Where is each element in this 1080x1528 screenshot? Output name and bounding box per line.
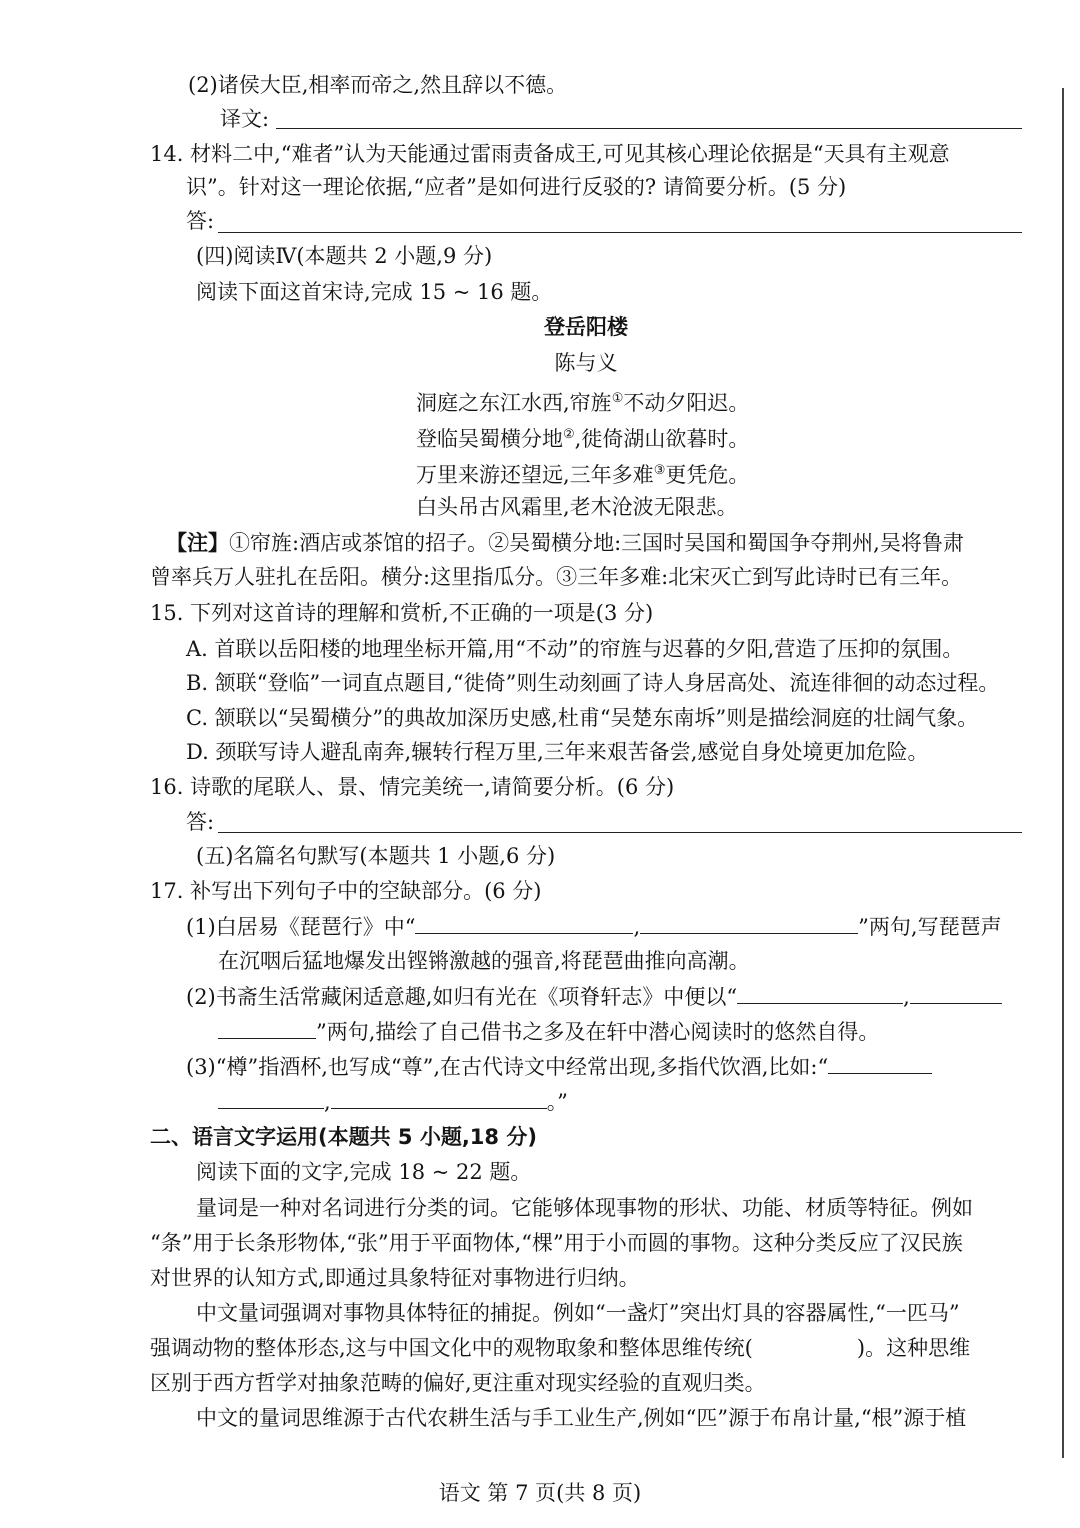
q14-stem-line1: 14. 材料二中,“难者”认为天能通过雷雨责备成王,可见其核心理论依据是“天具有主观意	[150, 142, 950, 166]
q17-item2	[186, 982, 1002, 1012]
part2-instruction: 阅读下面的文字,完成 18 ~ 22 题。	[196, 1160, 532, 1184]
poem-author: 陈与义	[554, 351, 618, 375]
translation-answer-line[interactable]	[276, 128, 1022, 129]
poem-line-3-text-b: 更凭危。	[665, 463, 750, 487]
q17-item2-blank2-part1[interactable]	[910, 983, 1002, 1004]
q17-item1-blank1[interactable]	[415, 913, 633, 934]
para2-line3: 区别于西方哲学对抽象范畴的偏好,更注重对现实经验的直观归类。	[150, 1371, 766, 1395]
q17-item3-comma: ,	[324, 1090, 331, 1114]
note-text-1: ①帘旌:酒店或茶馆的招子。②吴蜀横分地:三国时吴国和蜀国争夺荆州,吴将鲁肃	[229, 531, 964, 555]
poem-line-4: 白头吊古风霜里,老木沧波无限悲。	[416, 495, 738, 519]
footnote-mark-2: ②	[563, 427, 575, 442]
para3-line1: 中文的量词思维源于古代农耕生活与手工业生产,例如“匹”源于布帛计量,“根”源于植	[196, 1406, 967, 1430]
q17-item2-comma: ,	[903, 985, 910, 1009]
poem-line-3	[416, 456, 749, 490]
poem-notes-line2: 曾率兵万人驻扎在岳阳。横分:这里指瓜分。③三年多难:北宋灭亡到写此诗时已有三年。	[150, 565, 963, 589]
para1-line3: 对世界的认知方式,即通过具象特征对事物进行归纳。	[150, 1266, 640, 1290]
q17-item2-text-a: (2)书斋生活常藏闲适意趣,如归有光在《项脊轩志》中便以“	[186, 985, 738, 1009]
q15-option-a[interactable]: A. 首联以岳阳楼的地理坐标开篇,用“不动”的帘旌与迟暮的夕阳,营造了压抑的氛围。	[186, 637, 964, 661]
note-label: 【注】	[166, 531, 229, 555]
q17-item3-line2	[218, 1087, 568, 1117]
q15-stem: 15. 下列对这首诗的理解和赏析,不正确的一项是(3 分)	[150, 601, 654, 625]
para1-line2: “条”用于长条形物体,“张”用于平面物体,“棵”用于小而圆的事物。这种分类反应了汉民族	[150, 1231, 963, 1255]
q17-item2-blank2-part2[interactable]	[218, 1018, 316, 1039]
q17-item1-comma: ,	[633, 915, 641, 939]
q14-answer-label: 答:	[186, 209, 215, 233]
q17-item3-text-c: 。”	[546, 1090, 568, 1114]
para2-line2	[150, 1333, 970, 1363]
poem-line-1-text-a: 洞庭之东江水西,帘旌	[416, 391, 612, 415]
q17-item2-blank1[interactable]	[737, 983, 903, 1004]
footnote-mark-3: ③	[653, 463, 666, 478]
poem-title: 登岳阳楼	[544, 315, 628, 339]
q14-stem-line2: 识”。针对这一理论依据,“应者”是如何进行反驳的? 请简要分析。(5 分)	[186, 175, 847, 199]
q17-item2-text-c: ”两句,描绘了自己借书之多及在轩中潜心阅读时的悠然自得。	[316, 1020, 880, 1044]
para1-line1: 量词是一种对名词进行分类的词。它能够体现事物的形状、功能、材质等特征。例如	[196, 1196, 973, 1220]
poem-line-3-text-a: 万里来游还望远,三年多难	[416, 463, 654, 487]
poem-line-2-text-b: ,徙倚湖山欲暮时。	[574, 427, 750, 451]
q15-option-c[interactable]: C. 颔联以“吴蜀横分”的典故加深历史感,杜甫“吴楚东南坼”则是描绘洞庭的壮阔气象。	[186, 706, 979, 730]
q17-item1	[186, 912, 1002, 942]
q17-item1-text-c: ”两句,写琵琶声	[858, 915, 1002, 939]
q17-item3-blank1-part1[interactable]	[828, 1053, 932, 1074]
q16-answer-label: 答:	[186, 810, 215, 834]
q17-item1-blank2[interactable]	[640, 913, 858, 934]
q17-stem: 17. 补写出下列句子中的空缺部分。(6 分)	[150, 879, 542, 903]
poem-line-2	[416, 420, 749, 454]
q16-answer-line[interactable]	[218, 832, 1022, 833]
translation-label: 译文:	[220, 107, 270, 131]
q17-item2-line2	[218, 1017, 879, 1047]
para2-line1: 中文量词强调对事物具体特征的捕捉。例如“一盏灯”突出灯具的容器属性,“一匹马”	[196, 1301, 960, 1325]
q14-answer-line[interactable]	[218, 232, 1022, 233]
poem-line-1-text-b: 不动夕阳迟。	[623, 391, 750, 415]
page-footer: 语文 第 7 页(共 8 页)	[438, 1481, 642, 1505]
part2-title: 二、语言文字运用(本题共 5 小题,18 分)	[150, 1125, 537, 1149]
q17-item1-line2: 在沉咽后猛地爆发出铿锵激越的强音,将琵琶曲推向高潮。	[218, 949, 750, 973]
section4-instruction: 阅读下面这首宋诗,完成 15 ~ 16 题。	[196, 280, 553, 304]
q16-stem: 16. 诗歌的尾联人、景、情完美统一,请简要分析。(6 分)	[150, 775, 675, 799]
q17-item3	[186, 1052, 932, 1082]
para2-line2-text-b: )。这种思维	[856, 1336, 971, 1360]
poem-notes-line1	[166, 528, 964, 558]
poem-line-2-text-a: 登临吴蜀横分地	[416, 427, 563, 451]
page-edge-rule	[1062, 88, 1064, 1458]
q15-option-b[interactable]: B. 颔联“登临”一词直点题目,“徙倚”则生动刻画了诗人身居高处、流连徘徊的动态过程。	[186, 671, 1000, 695]
q17-item3-text-a: (3)“樽”指酒杯,也写成“尊”,在古代诗文中经常出现,多指代饮酒,比如:“	[186, 1055, 829, 1079]
q17-item3-blank1-part2[interactable]	[218, 1088, 324, 1109]
q17-item1-text-a: (1)白居易《琵琶行》中“	[186, 915, 416, 939]
poem-line-1	[416, 384, 749, 418]
section5-title: (五)名篇名句默写(本题共 1 小题,6 分)	[196, 844, 556, 868]
section4-title: (四)阅读Ⅳ(本题共 2 小题,9 分)	[196, 244, 493, 268]
footnote-mark-1: ①	[611, 391, 624, 406]
q15-option-d[interactable]: D. 颈联写诗人避乱南奔,辗转行程万里,三年来艰苦备尝,感觉自身处境更加危险。	[186, 740, 929, 764]
q17-item3-blank2[interactable]	[331, 1088, 547, 1109]
para2-line2-text-a: 强调动物的整体形态,这与中国文化中的观物取象和整体思维传统(	[150, 1336, 753, 1360]
q13-part2: (2)诸侯大臣,相率而帝之,然且辞以不德。	[188, 73, 568, 97]
